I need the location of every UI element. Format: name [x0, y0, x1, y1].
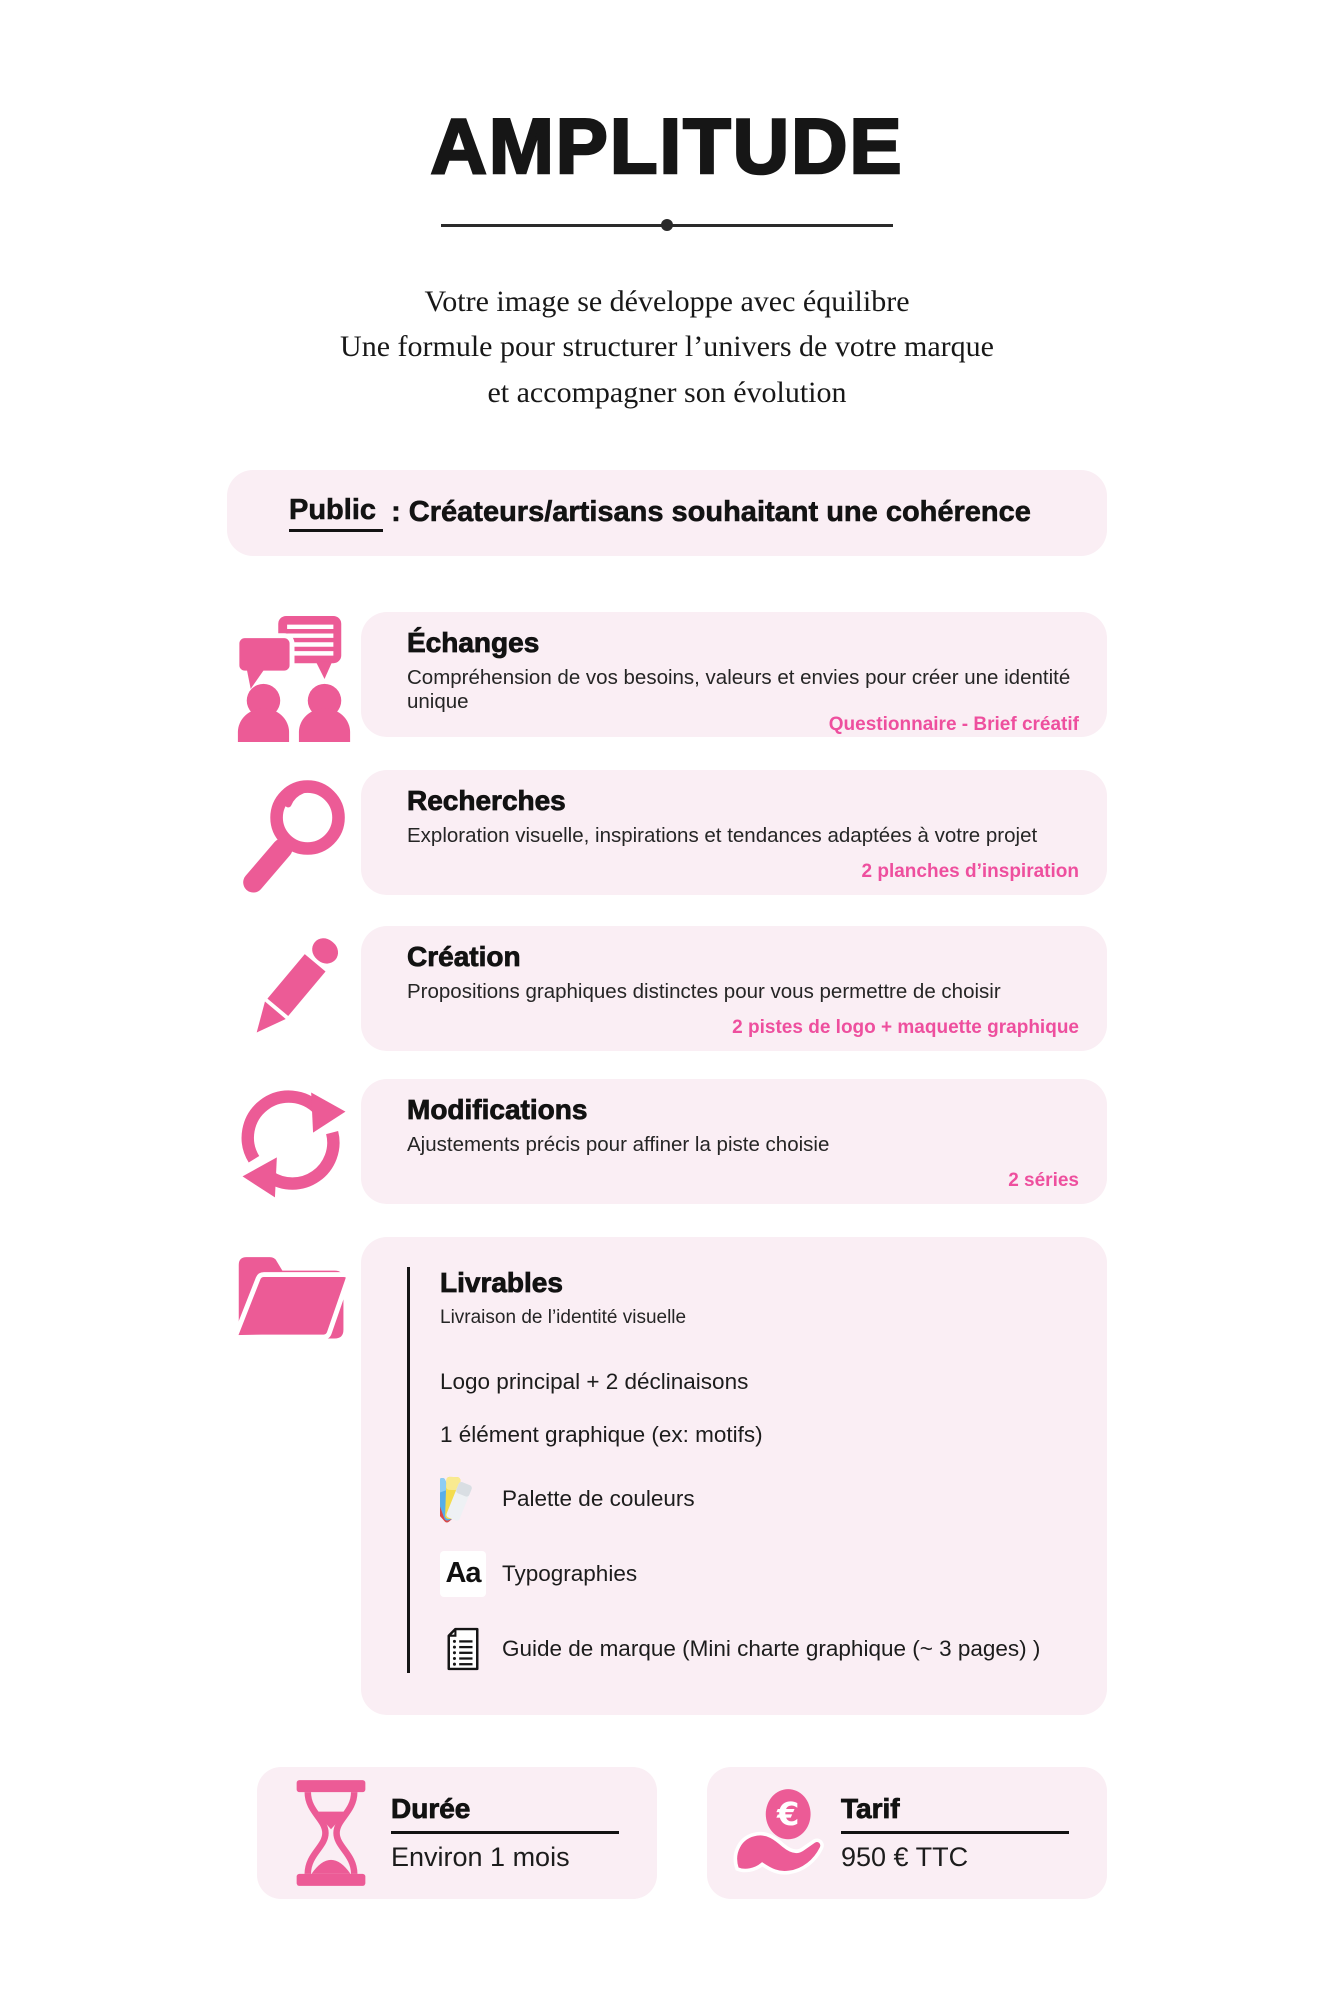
list-item-label: Palette de couleurs [502, 1485, 695, 1511]
svg-text:€: € [776, 1794, 800, 1833]
step-row-echanges [227, 612, 1107, 742]
deliverables-title: Livrables [440, 1266, 563, 1298]
step-description: Ajustements précis pour affiner la piste choisie [407, 1132, 830, 1156]
list-item-label: Typographies [502, 1560, 638, 1586]
public-text: Créateurs/artisans souhaitant une cohérence [408, 496, 1031, 529]
deliverables-subtitle: Livraison de l’identité visuelle [440, 1306, 687, 1328]
palette-icon [440, 1475, 486, 1523]
step-title: Création [407, 940, 521, 972]
price-box [707, 1767, 1107, 1899]
subtitle-line-1: Votre image se développe avec équilibre [424, 284, 910, 318]
deliverables-list [440, 1369, 1077, 1673]
step-card-modifications [361, 1079, 1107, 1204]
list-item: 1 élément graphique (ex: motifs) [440, 1421, 763, 1447]
step-card-recherches [361, 770, 1107, 895]
meta-row [227, 1767, 1107, 1899]
price-label: Tarif [841, 1793, 1069, 1834]
list-item [440, 1475, 1077, 1523]
header [227, 0, 1107, 416]
step-row-livrables [227, 1237, 1107, 1715]
public-label: Public [289, 494, 383, 532]
typography-icon [440, 1550, 486, 1598]
step-title: Échanges [407, 626, 540, 658]
duration-box [257, 1767, 657, 1899]
euro-hand-icon [727, 1787, 835, 1879]
public-colon: : [383, 496, 409, 529]
duration-label: Durée [391, 1793, 619, 1834]
conversation-icon [227, 612, 361, 742]
subtitle-line-3: et accompagner son évolution [487, 375, 847, 409]
magnifier-icon [227, 770, 361, 898]
list-item [440, 1625, 1077, 1673]
step-note: 2 séries [1008, 1169, 1079, 1191]
step-row-creation [227, 926, 1107, 1051]
public-banner [227, 470, 1107, 556]
step-description: Exploration visuelle, inspirations et tendances adaptées à votre projet [407, 823, 1038, 847]
list-item: Logo principal + 2 déclinaisons [440, 1368, 749, 1394]
step-note: Questionnaire - Brief créatif [828, 713, 1079, 735]
step-note: 2 planches d’inspiration [861, 860, 1079, 882]
typography-glyph: Aa [440, 1551, 486, 1597]
step-description: Compréhension de vos besoins, valeurs et envies pour créer une identité unique [407, 665, 1071, 713]
list-item-label: Guide de marque (Mini charte graphique (~ 3 pages) ) [502, 1635, 1041, 1661]
step-title: Modifications [407, 1093, 588, 1125]
pencil-icon [227, 926, 361, 1051]
subtitle [227, 279, 1107, 416]
step-card-creation [361, 926, 1107, 1051]
step-description: Propositions graphiques distinctes pour vous permettre de choisir [407, 979, 1001, 1003]
page-title: AMPLITUDE [430, 102, 904, 190]
step-title: Recherches [407, 784, 566, 816]
refresh-icon [227, 1079, 361, 1209]
step-note: 2 pistes de logo + maquette graphique [732, 1016, 1079, 1038]
step-card-echanges [361, 612, 1107, 737]
subtitle-line-2: Une formule pour structurer l’univers de votre marque [340, 330, 994, 364]
title-divider [441, 224, 893, 227]
deliverables-card [361, 1237, 1107, 1715]
list-item [440, 1550, 1077, 1598]
hourglass-icon [277, 1780, 385, 1886]
folder-icon [227, 1237, 361, 1715]
step-row-modifications [227, 1079, 1107, 1209]
duration-value: Environ 1 mois [391, 1841, 570, 1872]
price-value: 950 € TTC [841, 1841, 969, 1872]
steps-section [227, 612, 1107, 1715]
document-icon [440, 1625, 486, 1673]
step-row-recherches [227, 770, 1107, 898]
divider-dot [661, 219, 673, 231]
